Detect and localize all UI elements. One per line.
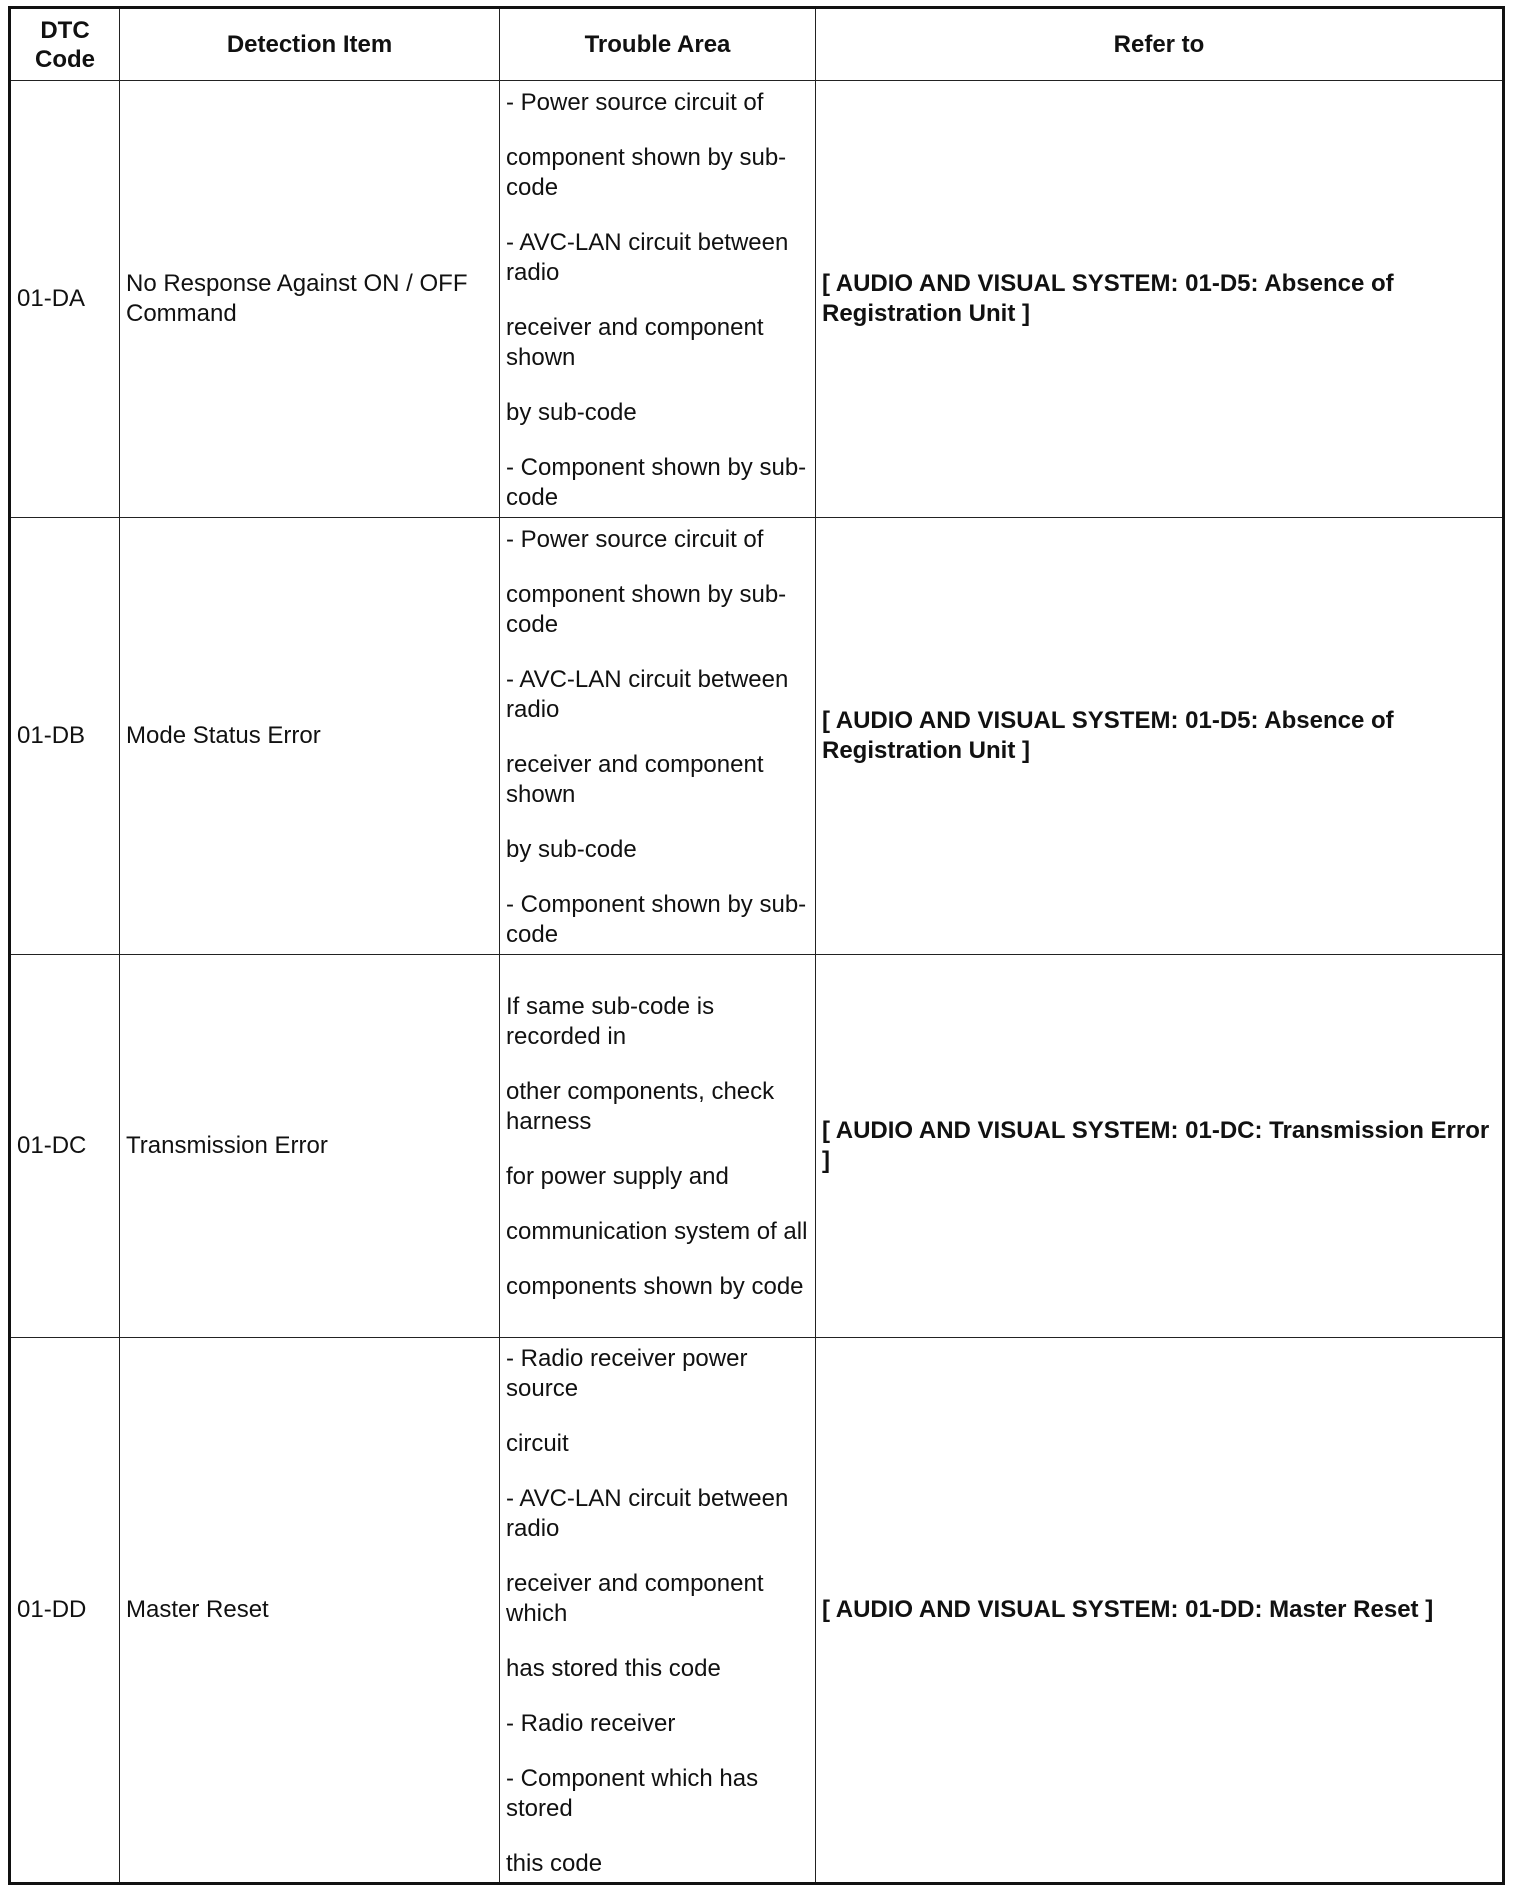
trouble-area-line: - Component shown by sub-code (506, 453, 807, 511)
detection-item: No Response Against ON / OFF Command (120, 81, 500, 518)
trouble-area-line: component shown by sub-code (506, 580, 787, 638)
trouble-area-line: has stored this code (506, 1654, 721, 1682)
trouble-area-line: - Radio receiver power source (506, 1344, 748, 1402)
header-dtc-code: DTC Code (10, 8, 120, 81)
trouble-area-line: by sub-code (506, 398, 637, 426)
header-refer-to: Refer to (816, 8, 1504, 81)
table-body (10, 81, 1504, 1884)
refer-to-link[interactable]: [ AUDIO AND VISUAL SYSTEM: 01-D5: Absence of Registration Unit ] (816, 81, 1504, 518)
trouble-area-line: receiver and component which (506, 1569, 764, 1627)
trouble-area-line: If same sub-code is recorded in (506, 993, 715, 1050)
refer-to-link[interactable]: [ AUDIO AND VISUAL SYSTEM: 01-DD: Master Reset ] (816, 1338, 1504, 1884)
dtc-table (8, 6, 1505, 1885)
table-row (10, 81, 1504, 518)
trouble-area-line: communication system of all (506, 1218, 808, 1245)
refer-to-link[interactable]: [ AUDIO AND VISUAL SYSTEM: 01-D5: Absence of Registration Unit ] (816, 518, 1504, 955)
table-header (10, 8, 1504, 81)
dtc-code: 01-DB (10, 518, 120, 955)
detection-item: Transmission Error (120, 955, 500, 1338)
trouble-area-line: - AVC-LAN circuit between radio (506, 1484, 789, 1542)
dtc-code: 01-DA (10, 81, 120, 518)
trouble-area-line: - Radio receiver (506, 1709, 676, 1737)
dtc-code: 01-DD (10, 1338, 120, 1884)
table-row (10, 518, 1504, 955)
header-trouble-area: Trouble Area (500, 8, 816, 81)
table-row (10, 1338, 1504, 1884)
trouble-area-line: - Component which has stored (506, 1764, 759, 1822)
header-row (10, 8, 1504, 81)
trouble-area-line: component shown by sub-code (506, 143, 787, 201)
trouble-area-line: - Component shown by sub-code (506, 890, 807, 948)
trouble-area (500, 518, 816, 955)
trouble-area-line: by sub-code (506, 835, 637, 863)
dtc-code: 01-DC (10, 955, 120, 1338)
trouble-area (500, 1338, 816, 1884)
detection-item: Mode Status Error (120, 518, 500, 955)
header-detection-item: Detection Item (120, 8, 500, 81)
trouble-area-line: for power supply and (506, 1163, 729, 1190)
trouble-area-line: circuit (506, 1429, 569, 1457)
trouble-area-line: receiver and component shown (506, 750, 764, 808)
detection-item: Master Reset (120, 1338, 500, 1884)
trouble-area-line: - Power source circuit of (506, 88, 764, 116)
trouble-area-line: components shown by code (506, 1273, 804, 1300)
trouble-area-line: this code (506, 1849, 603, 1877)
trouble-area-line: receiver and component shown (506, 313, 764, 371)
trouble-area-line: - Power source circuit of (506, 525, 764, 553)
trouble-area-line: - AVC-LAN circuit between radio (506, 228, 789, 286)
trouble-area-line: other components, check harness (506, 1078, 775, 1135)
refer-to-link[interactable]: [ AUDIO AND VISUAL SYSTEM: 01-DC: Transmission Error ] (816, 955, 1504, 1338)
trouble-area (500, 955, 816, 1338)
table-row (10, 955, 1504, 1338)
trouble-area-line: - AVC-LAN circuit between radio (506, 665, 789, 723)
trouble-area (500, 81, 816, 518)
